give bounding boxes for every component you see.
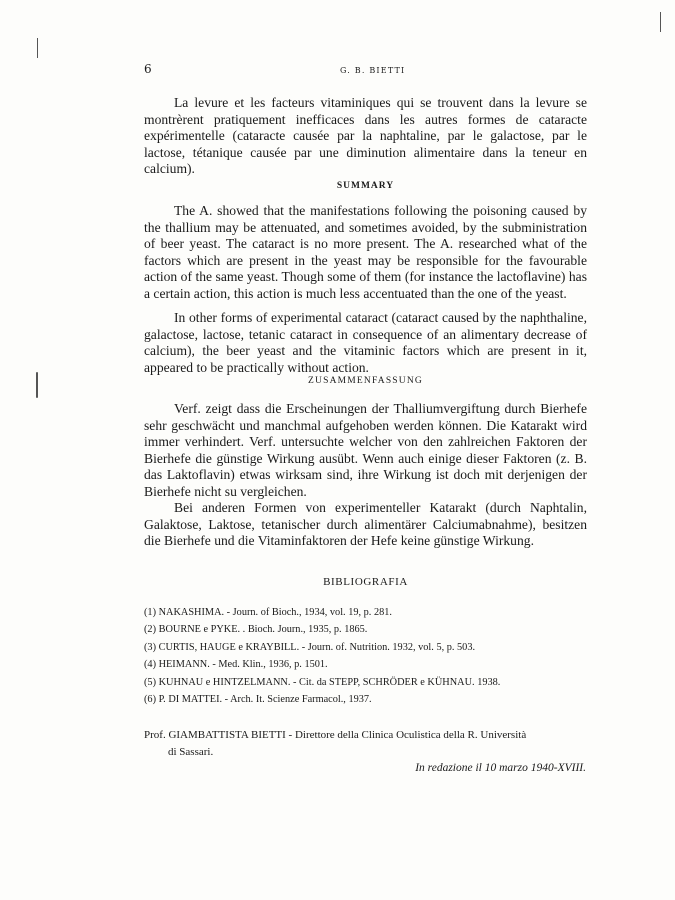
zusammenfassung-paragraph: Verf. zeigt dass die Erscheinungen der Thalliumvergiftung durch Bierhefe sehr geschwächt und manchmal aufgehoben werden können. Die Katarakt wird immer verhindert. Verf. untersuchte welcher von den zahlreichen Faktoren der Bierhefe die günstige Wirkung ausübt. Wenn auch einige dieser Faktoren (z. B. das Laktoflavin) etwas wirksam sind, ihre Wirkung ist doch mit derjenigen der Bierhefe nicht su vergleichen. [144,401,587,499]
bibliography-entry: (1) NAKASHIMA. - Journ. of Bioch., 1934, vol. 19, p. 281. [144,607,392,618]
submission-date: In redazione il 10 marzo 1940-XVIII. [415,762,586,774]
bibliography-entry: (3) CURTIS, HAUGE e KRAYBILL. - Journ. of. Nutrition. 1932, vol. 5, p. 503. [144,641,476,653]
summary-paragraph: The A. showed that the manifestations following the poisoning caused by the thallium may be attenuated, and sometimes avoided, by the subministration of beer yeast. The cataract is no more present. The A. researched what of the factors which are present in the yeast may be responsible for the favourable action of the same yeast. Though some of them (for instance the lactoflavine) has a certain action, this action is much less accentuated than the one of the yeast. [144,203,587,301]
bibliografia-heading: BIBLIOGRAFIA [323,576,408,588]
zusammenfassung-paragraph: Bei anderen Formen von experimenteller Katarakt (durch Naphtalin, Galaktose, Laktose, tetanischer durch alimentärer Calciumabnahme), besitzen die Bierhefe und die Vitaminfaktoren der Hefe keine günstige Wirkung. [144,500,587,548]
author-affiliation-line: di Sassari. [168,746,214,758]
page-number: 6 [144,62,152,76]
bibliography-list [144,604,594,708]
bibliography-entry: (5) KUHNAU e HINTZELMANN. - Cit. da STEPP, SCHRÖDER e KÜHNAU. 1938. [144,676,501,688]
author-affiliation [144,727,587,761]
french-paragraph: La levure et les facteurs vitaminiques qui se trouvent dans la levure se montrèrent pratiquement inefficaces dans les autres formes de cataracte expérimentelle (cataracte causée par la naphtaline, par le galactose, par le lactose, tétanique causée par une diminution alimentaire dans la teneur en calcium). [144,95,587,176]
zusammenfassung-heading: ZUSAMMENFASSUNG [308,376,423,386]
bibliography-entry: (6) P. DI MATTEI. - Arch. It. Scienze Farmacol., 1937. [144,693,372,705]
bibliography-entry: (4) HEIMANN. - Med. Klin., 1936, p. 1501. [144,659,328,671]
running-head: G. B. BIETTI [340,66,406,75]
summary-paragraph: In other forms of experimental cataract (cataract caused by the naphthaline, galactose, lactose, tetanic cataract in consequence of an alimentary decrease of calcium), the beer yeast and the vitaminic factors which are present in it, appeared to be practically without action. [144,310,587,375]
author-affiliation-line: Prof. GIAMBATTISTA BIETTI - Direttore della Clinica Oculistica della R. Università [144,729,527,741]
bibliography-entry: (2) BOURNE e PYKE. . Bioch. Journ., 1935, p. 1865. [144,624,368,636]
scan-mark [37,38,38,58]
scan-mark [36,372,38,398]
scan-mark [660,12,661,32]
summary-heading: SUMMARY [336,181,395,191]
